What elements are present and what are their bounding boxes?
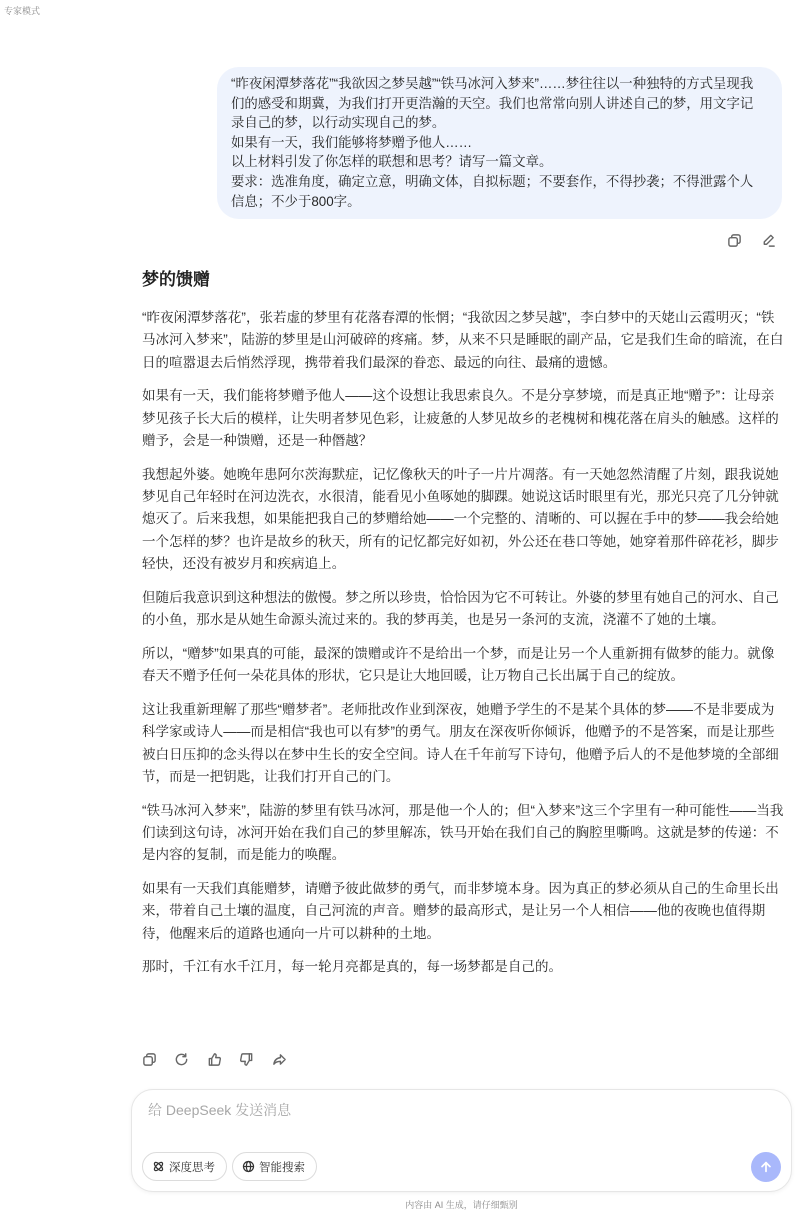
ai-disclaimer: 内容由 AI 生成，请仔细甄别 — [405, 1200, 518, 1210]
share-button[interactable] — [271, 1051, 287, 1067]
copy-icon — [142, 1052, 157, 1067]
message-composer — [131, 1089, 792, 1192]
copy-user-message-button[interactable] — [726, 232, 742, 248]
answer-paragraph: 如果有一天，我们能将梦赠予他人——这个设想让我思索良久。不是分享梦境，而是真正地“赠予”：让母亲梦见孩子长大后的模样，让失明者梦见色彩，让疲惫的人梦见故乡的老槐树和槐花落在肩头的触感。这样的赠予，会是一种馈赠，还是一种僭越？ — [142, 388, 779, 448]
web-search-label: 智能搜索 — [259, 1161, 305, 1174]
web-search-toggle[interactable] — [232, 1152, 317, 1181]
edit-user-message-button[interactable] — [760, 232, 776, 248]
atom-icon — [152, 1160, 165, 1173]
arrow-up-icon — [759, 1160, 773, 1174]
share-icon — [272, 1052, 287, 1067]
deep-think-toggle[interactable] — [142, 1152, 227, 1181]
copy-icon — [727, 233, 742, 248]
assistant-answer — [142, 268, 787, 990]
answer-paragraph: “昨夜闲潭梦落花”，张若虚的梦里有花落春潭的怅惘；“我欲因之梦吴越”，李白梦中的天姥山云霞明灭；“铁马冰河入梦来”，陆游的梦里是山河破碎的疼痛。梦，从来不只是睡眠的副产品，它是我们生命的暗流，在白日的喧嚣退去后悄然浮现，携带着我们最深的眷恋、最远的向往、最痛的遗憾。 — [142, 310, 784, 370]
answer-paragraph: 我想起外婆。她晚年患阿尔茨海默症，记忆像秋天的叶子一片片凋落。有一天她忽然清醒了片刻，跟我说她梦见自己年轻时在河边洗衣，水很清，能看见小鱼啄她的脚踝。她说这话时眼里有光，那光只亮了几分钟就熄灭了。后来我想，如果能把我自己的梦赠给她——一个完整的、清晰的、可以握在手中的梦——我会给她一个怎样的梦？也许是故乡的秋天，所有的记忆都完好如初，外公还在巷口等她，她穿着那件碎花衫，脚步轻快，还没有被岁月和疾病追上。 — [142, 466, 779, 571]
answer-paragraph: 如果有一天我们真能赠梦，请赠予彼此做梦的勇气，而非梦境本身。因为真正的梦必须从自己的生命里长出来，带着自己土壤的温度，自己河流的声音。赠梦的最高形式，是让另一个人相信——他的夜晚也值得期待，他醒来后的道路也通向一片可以耕种的土地。 — [142, 881, 779, 941]
mode-label: 专家模式 — [4, 6, 41, 16]
answer-actions — [141, 1051, 287, 1067]
dislike-button[interactable] — [239, 1051, 255, 1067]
user-message-line: “昨夜闲潭梦落花”“我欲因之梦吴越”“铁马冰河入梦来”……梦往往以一种独特的方式呈现我们的感受和期冀，为我们打开更浩瀚的天空。我们也常常向别人讲述自己的梦，用文字记录自己的梦，以行动实现自己的梦。 — [231, 76, 754, 131]
answer-paragraph: “铁马冰河入梦来”，陆游的梦里有铁马冰河，那是他一个人的；但“入梦来”这三个字里有一种可能性——当我们读到这句诗，冰河开始在我们自己的梦里解冻，铁马开始在我们自己的胸腔里嘶鸣。这就是梦的传递：不是内容的复制，而是能力的唤醒。 — [142, 802, 784, 863]
thumbs-up-icon — [207, 1052, 222, 1067]
user-message-actions — [726, 232, 776, 248]
copy-answer-button[interactable] — [141, 1051, 157, 1067]
send-button[interactable] — [751, 1152, 781, 1182]
message-input[interactable] — [148, 1102, 748, 1118]
globe-icon — [242, 1160, 255, 1173]
thumbs-down-icon — [239, 1052, 254, 1067]
user-message-bubble — [217, 67, 782, 219]
edit-pencil-icon — [761, 233, 776, 248]
deep-think-label: 深度思考 — [169, 1161, 215, 1174]
answer-paragraph: 所以，“赠梦”如果真的可能，最深的馈赠或许不是给出一个梦，而是让另一个人重新拥有做梦的能力。就像春天不赠予任何一朵花具体的形状，它只是让大地回暖，让万物自己长出属于自己的绽放。 — [142, 645, 775, 684]
regenerate-button[interactable] — [174, 1051, 190, 1067]
user-message-line: 如果有一天，我们能够将梦赠予他人…… — [231, 134, 473, 150]
answer-paragraph: 但随后我意识到这种想法的傲慢。梦之所以珍贵，恰恰因为它不可转让。外婆的梦里有她自己的河水、自己的小鱼，那水是从她生命源头流过来的。我的梦再美，也是另一条河的支流，浇灌不了她的土壤。 — [142, 589, 779, 628]
answer-paragraph: 这让我重新理解了那些“赠梦者”。老师批改作业到深夜，她赠予学生的不是某个具体的梦——不是非要成为科学家或诗人——而是相信“我也可以有梦”的勇气。朋友在深夜听你倾诉，他赠予的不是答案，而是让那些被白日压抑的念头得以在梦中生长的安全空间。诗人在千年前写下诗句，他赠予后人的不是他梦境的全部细节，而是一把钥匙，让我们打开自己的门。 — [142, 701, 779, 784]
answer-paragraph: 那时，千江有水千江月，每一轮月亮都是真的，每一场梦都是自己的。 — [142, 959, 563, 975]
user-message-line: 以上材料引发了你怎样的联想和思考？请写一篇文章。 — [231, 154, 553, 170]
like-button[interactable] — [206, 1051, 222, 1067]
answer-title: 梦的馈赠 — [142, 270, 210, 289]
user-message-line: 要求：选准角度，确定立意，明确文体，自拟标题；不要套作，不得抄袭；不得泄露个人信息；不少于800字。 — [231, 173, 754, 209]
refresh-icon — [174, 1052, 189, 1067]
